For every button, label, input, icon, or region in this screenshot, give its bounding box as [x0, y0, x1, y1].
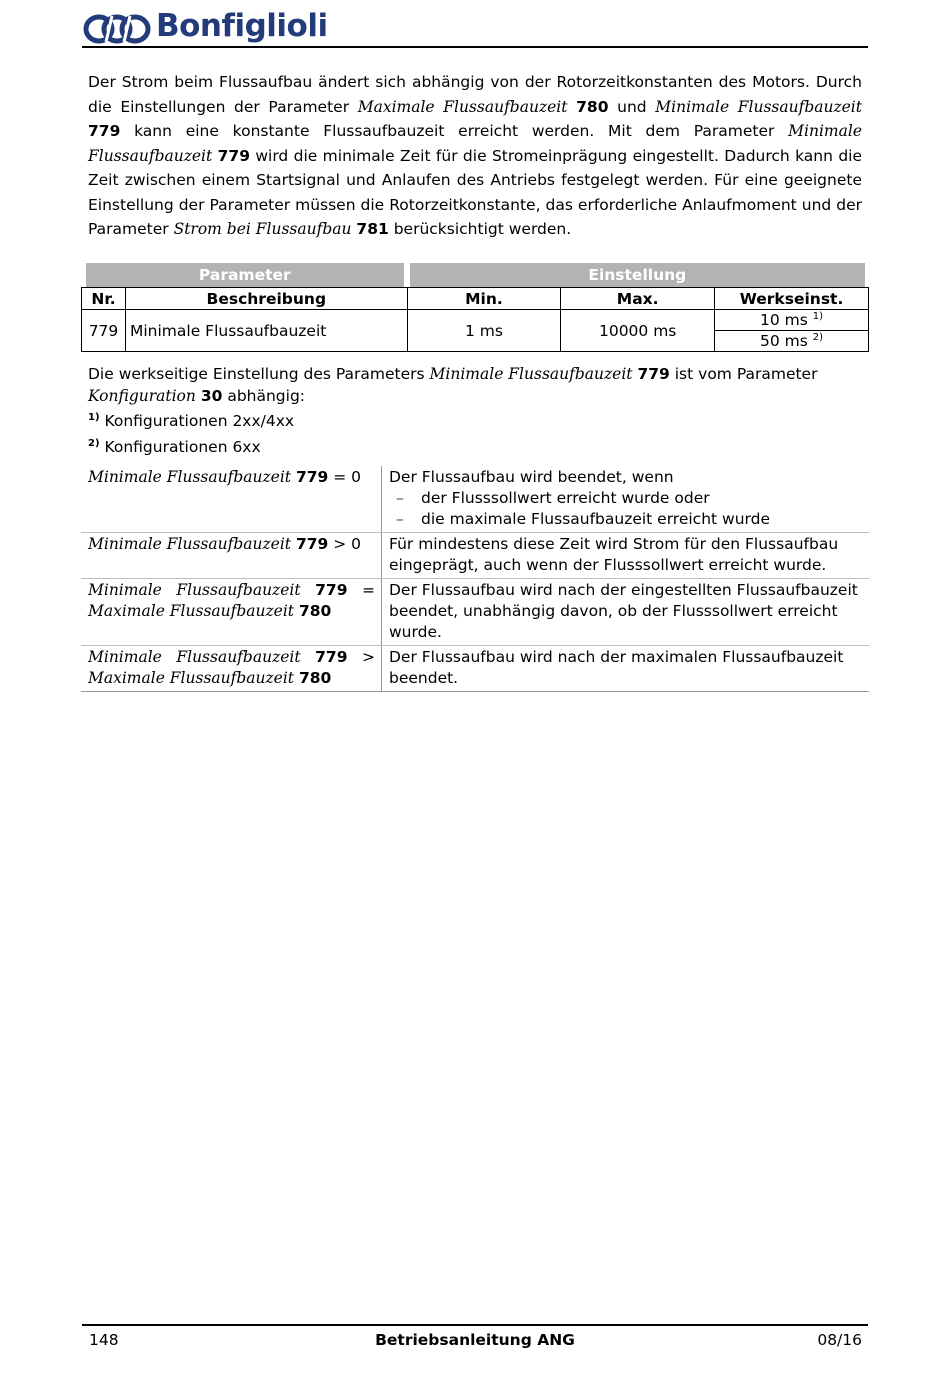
parameter-table	[81, 263, 869, 352]
table-row	[81, 533, 869, 579]
page-number: 148	[89, 1331, 119, 1349]
brand-name: Bonfiglioli	[156, 8, 328, 44]
intro-paragraph: Der Strom beim Flussaufbau ändert sich abhängig von der Rotorzeitkonstanten des Motors. Durch die Einstellungen der Parameter Maximale Flussaufbauzeit 780 und Minimale Flussaufbauzeit 779 kann eine konstante Flussaufbauzeit erreicht werden. Mit dem Parameter Minimale Flussaufbauzeit 779 wird die minimale Zeit für die Stromeinprägung eingestellt. Dadurch kann die Zeit zwischen einem Startsignal und Anlaufen des Antriebs festgelegt werden. Für eine geeignete Einstellung der Parameter müssen die Rotorzeitkonstante, das erforderliche Anlaufmoment und der Parameter Strom bei Flussaufbau 781 berücksichtigt werden.	[88, 73, 863, 238]
result-cell: Der Flussaufbau wird beendet, wenn – der Flusssollwert erreicht wurde oder – die maximale Flussaufbauzeit erreicht wurde	[382, 466, 870, 533]
group-setting: Einstellung	[410, 263, 864, 287]
header-min: Min.	[407, 288, 561, 310]
header-desc: Beschreibung	[125, 288, 407, 310]
page-header	[82, 8, 868, 48]
cell-desc: Minimale Flussaufbauzeit	[125, 310, 407, 352]
list-item: – die maximale Flussaufbauzeit erreicht wurde	[389, 509, 863, 530]
table-header-row	[82, 288, 869, 310]
cell-min: 1 ms	[407, 310, 561, 352]
result-cell: Für mindestens diese Zeit wird Strom für den Flussaufbau eingeprägt, auch wenn der Flusssollwert erreicht wurde.	[382, 533, 870, 579]
document-title: Betriebsanleitung ANG	[375, 1331, 575, 1349]
group-parameter: Parameter	[86, 263, 405, 287]
header-default: Werkseinst.	[715, 288, 869, 310]
header-nr: Nr.	[82, 288, 126, 310]
cell-max: 10000 ms	[561, 310, 715, 352]
condition-cell: Minimale Flussaufbauzeit 779 > 0	[81, 533, 382, 579]
bonfiglioli-logo-icon	[82, 12, 152, 46]
condition-cell: Minimale Flussaufbauzeit 779 > Maximale Flussaufbauzeit 780	[81, 646, 382, 692]
header-max: Max.	[561, 288, 715, 310]
cell-default-2: 50 ms $^{2)}$	[715, 331, 869, 352]
footnote-2: $^{2)}$ Konfigurationen 6xx	[88, 437, 261, 456]
table-row	[81, 579, 869, 646]
default-note	[88, 364, 862, 458]
table-row	[81, 466, 869, 533]
page-footer	[82, 1324, 868, 1356]
cell-nr: 779	[82, 310, 126, 352]
footnote-1: $^{1)}$ Konfigurationen 2xx/4xx	[88, 412, 295, 431]
condition-cell: Minimale Flussaufbauzeit 779 = 0	[81, 466, 382, 533]
table-row	[82, 310, 869, 331]
document-date: 08/16	[817, 1331, 862, 1349]
note-text: Die werkseitige Einstellung des Parameters Minimale Flussaufbauzeit 779 ist vom Parameter Konfiguration 30 abhängig:	[88, 365, 818, 405]
conditions-table	[81, 466, 869, 692]
table-row	[81, 646, 869, 692]
list-item: – der Flusssollwert erreicht wurde oder	[389, 488, 863, 509]
table-group-header	[82, 263, 869, 288]
condition-cell: Minimale Flussaufbauzeit 779 = Maximale Flussaufbauzeit 780	[81, 579, 382, 646]
result-cell: Der Flussaufbau wird nach der maximalen Flussaufbauzeit beendet.	[382, 646, 870, 692]
cell-default-1: 10 ms $^{1)}$	[715, 310, 869, 331]
result-cell: Der Flussaufbau wird nach der eingestellten Flussaufbauzeit beendet, unabhängig davon, ob der Flusssollwert erreicht wurde.	[382, 579, 870, 646]
